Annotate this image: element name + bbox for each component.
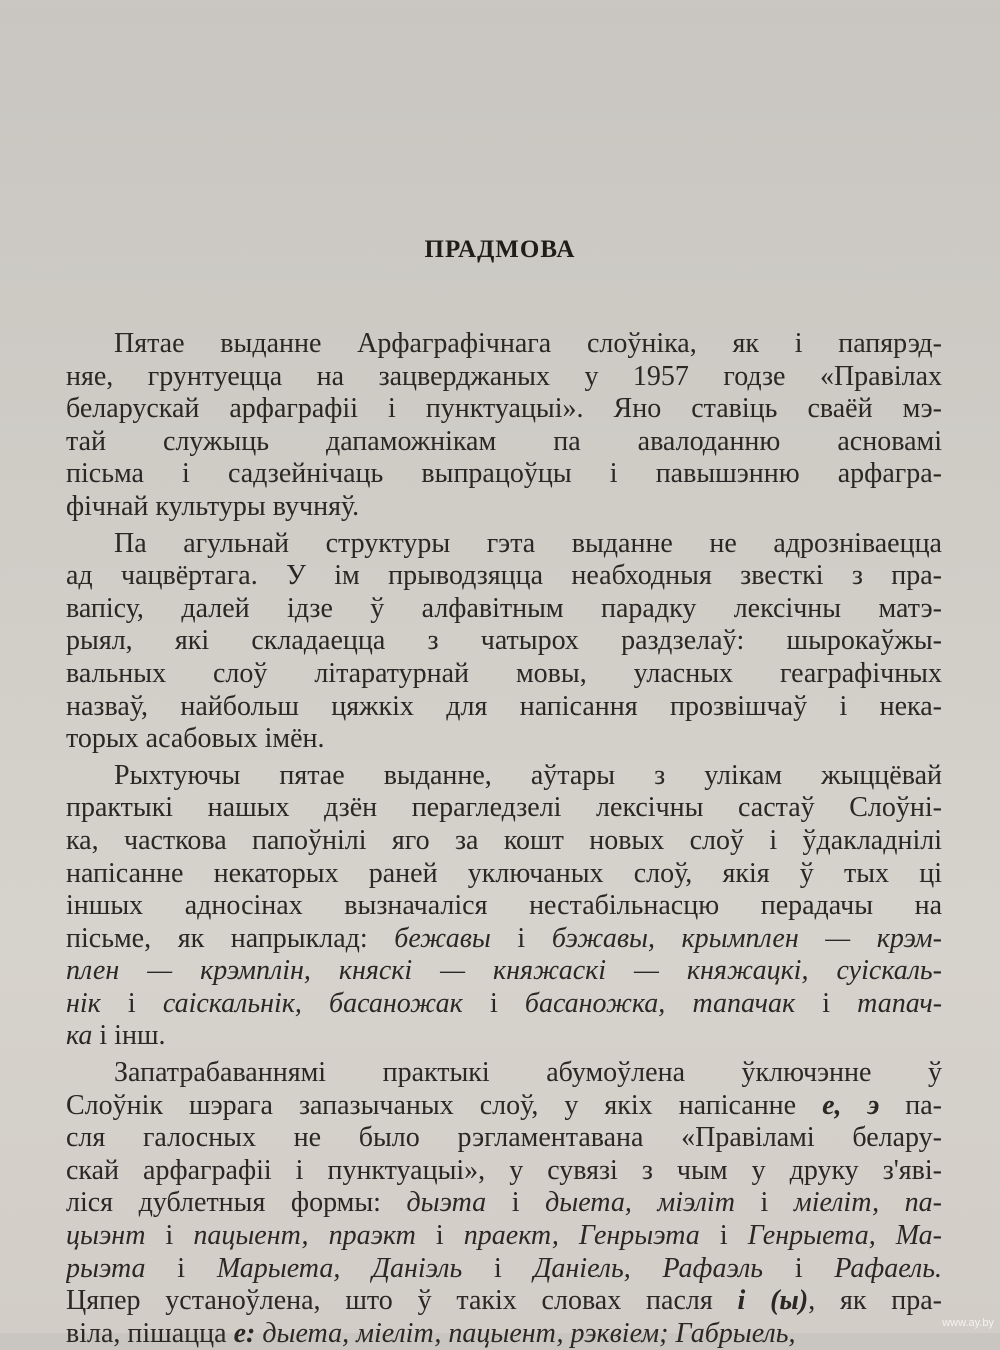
text-segment: і xyxy=(795,987,858,1019)
text-segment: пацыент, праэкт xyxy=(193,1220,416,1252)
text-segment: тай служыць дапаможнікам па авалоданню асновамі xyxy=(66,425,942,457)
text-segment: па- xyxy=(879,1089,942,1121)
text-segment: Марыета, Даніэль xyxy=(216,1252,463,1284)
text-segment: фічнай культуры вучняў. xyxy=(66,490,360,522)
text-line-p1l5 xyxy=(66,458,942,491)
text-segment: сля галосных не было рэгламентавана «Правіламі белару- xyxy=(66,1122,942,1154)
text-segment: дыета, міэліт xyxy=(545,1187,735,1219)
text-line-p3l1 xyxy=(66,760,942,793)
text-segment: практыкі нашых дзён перагледзелі лексічны састаў Слоўні- xyxy=(66,792,942,824)
text-line-p2l1 xyxy=(66,528,942,561)
text-line-p2l6 xyxy=(66,691,942,724)
text-line-p3l6 xyxy=(66,923,942,956)
body-text xyxy=(66,328,942,1350)
text-line-p4l7 xyxy=(66,1253,942,1286)
text-segment: і xyxy=(415,1220,464,1252)
watermark: www.ay.by xyxy=(942,1317,994,1329)
text-line-p1l4 xyxy=(66,426,942,459)
text-line-p4l5 xyxy=(66,1187,942,1220)
text-segment: дыета, міеліт, пацыент, рэквіем; Габрыель, xyxy=(262,1317,796,1349)
text-segment: вапісу, далей ідзе ў алфавітным парадку лексічны матэ- xyxy=(66,592,942,624)
text-segment: Рыхтуючы пятае выданне, аўтары з улікам жыццёвай xyxy=(114,759,942,791)
text-segment: Генрыета, Ма- xyxy=(747,1220,942,1252)
text-line-p1l3 xyxy=(66,393,942,426)
text-segment: рыэта xyxy=(66,1252,146,1284)
text-segment: няе, грунтуецца на зацверджаных у 1957 годзе «Правілах xyxy=(66,360,942,392)
text-line-p4l9 xyxy=(66,1318,942,1350)
text-segment: Рафаель. xyxy=(834,1252,942,1284)
text-line-p3l8 xyxy=(66,988,942,1021)
text-segment: дыэта xyxy=(406,1187,487,1219)
text-segment: ліся дублетныя формы: xyxy=(66,1187,407,1219)
text-line-p4l8 xyxy=(66,1285,942,1318)
text-segment: назваў, найбольш цяжкіх для напісання прозвішчаў і нека- xyxy=(66,690,942,722)
text-segment: скай арфаграфіі і пунктуацыі», у сувязі з чым у друку з'яві- xyxy=(66,1154,942,1186)
text-segment: і xyxy=(462,1252,534,1284)
text-segment: рыял, які складаецца з чатырох раздзелаў: шырокаўжы- xyxy=(66,625,942,657)
text-segment: Даніель, Рафаэль xyxy=(533,1252,764,1284)
text-segment: плен — крэмплін, княскі — княжаскі — княжацкі, суіскаль- xyxy=(66,955,942,987)
text-line-p4l2 xyxy=(66,1090,942,1123)
text-segment: торых асабовых імён. xyxy=(66,723,325,755)
text-segment: віла, пішацца xyxy=(66,1317,234,1349)
text-line-p1l1 xyxy=(66,328,942,361)
text-segment: і xyxy=(145,1220,194,1252)
text-segment: Запатрабаваннямі практыкі абумоўлена ўключэнне ў xyxy=(114,1057,942,1089)
text-segment: і xyxy=(100,987,163,1019)
text-segment: ад чацвёртага. У ім прыводзяцца неабходныя звесткі з пра- xyxy=(66,560,942,592)
text-segment: праект, Генрыэта xyxy=(463,1220,700,1252)
text-segment: басаножка, тапачак xyxy=(524,987,796,1019)
text-line-p3l4 xyxy=(66,858,942,891)
text-segment: тапач- xyxy=(857,987,942,1019)
text-line-p1l6 xyxy=(66,491,942,524)
text-segment: і xyxy=(145,1252,217,1284)
text-segment: Слоўнік шэрага запазычаных слоў, у якіх напісанне xyxy=(66,1089,823,1121)
text-line-p3l2 xyxy=(66,792,942,825)
text-line-p3l3 xyxy=(66,825,942,858)
page-title: ПРАДМОВА xyxy=(424,236,576,263)
text-segment: напісанне некаторых раней уключаных слоў, якія ў тых ці xyxy=(66,857,942,889)
text-line-p2l5 xyxy=(66,658,942,691)
text-segment: і xyxy=(462,987,525,1019)
text-line-p3l9 xyxy=(66,1020,942,1053)
text-segment: саіскальнік, басаножак xyxy=(162,987,463,1019)
text-segment: і xyxy=(763,1252,835,1284)
text-segment: і xyxy=(699,1220,748,1252)
text-segment: Пятае выданне Арфаграфічнага слоўніка, як і папярэд- xyxy=(114,328,942,359)
text-segment: е, э xyxy=(822,1089,880,1121)
text-segment: пісьма і садзейнічаць выпрацоўцы і павышэнню арфагра- xyxy=(66,458,942,490)
text-segment: і xyxy=(734,1187,794,1219)
text-segment: ка xyxy=(66,1020,93,1052)
text-line-p4l3 xyxy=(66,1122,942,1155)
text-line-p2l7 xyxy=(66,723,942,756)
text-segment: пісьме, як напрыклад: xyxy=(66,922,395,954)
text-line-p1l2 xyxy=(66,361,942,394)
text-segment: е: xyxy=(233,1317,256,1349)
text-segment: цыэнт xyxy=(66,1220,146,1252)
text-line-p3l5 xyxy=(66,890,942,923)
text-line-p4l4 xyxy=(66,1155,942,1188)
text-segment: і xyxy=(490,922,552,954)
text-segment: іншых адносінах вызначаліся нестабільнасцю перадачы на xyxy=(66,890,942,922)
text-line-p3l7 xyxy=(66,955,942,988)
text-segment: і xyxy=(486,1187,546,1219)
text-segment: нік xyxy=(66,987,101,1019)
text-segment: Цяпер устаноўлена, што ў такіх словах пасля xyxy=(66,1285,738,1317)
text-segment: Па агульнай структуры гэта выданне не адрозніваецца xyxy=(114,527,942,559)
text-segment: ка, часткова папоўнілі яго за кошт новых слоў і ўдакладнілі xyxy=(66,824,942,856)
text-segment: бежавы xyxy=(394,922,491,954)
text-line-p2l3 xyxy=(66,593,942,626)
text-segment: бэжавы, крымплен — крэм- xyxy=(551,922,942,954)
text-segment: , як пра- xyxy=(808,1285,942,1317)
text-segment: міеліт, па- xyxy=(793,1187,942,1219)
text-line-p4l6 xyxy=(66,1220,942,1253)
text-segment: вальных слоў літаратурнай мовы, уласных геаграфічных xyxy=(66,657,942,689)
text-segment: і інш. xyxy=(92,1020,166,1052)
text-line-p2l4 xyxy=(66,625,942,658)
text-segment: і (ы) xyxy=(737,1285,809,1317)
text-segment: беларускай арфаграфіі і пунктуацыі». Яно ставіць сваёй мэ- xyxy=(66,393,942,425)
text-line-p4l1 xyxy=(66,1057,942,1090)
text-line-p2l2 xyxy=(66,560,942,593)
